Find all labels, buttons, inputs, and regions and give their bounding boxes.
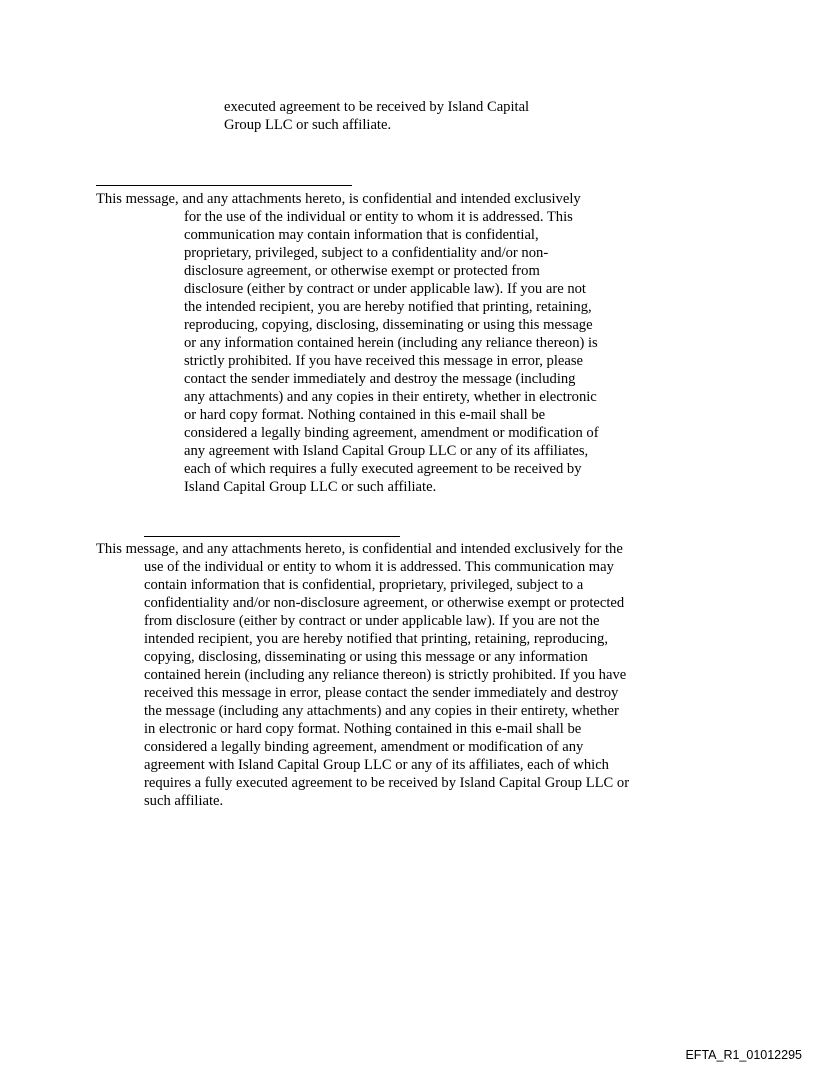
disclaimer-line: disclosure agreement, or otherwise exempt or protected from: [184, 263, 540, 279]
disclaimer-line: or hard copy format. Nothing contained in this e-mail shall be: [184, 407, 546, 423]
document-id: EFTA_R1_01012295: [685, 1048, 802, 1062]
disclaimer-line: intended recipient, you are hereby notified that printing, retaining, reproducing,: [144, 631, 609, 647]
disclaimer-line: considered a legally binding agreement, amendment or modification of: [184, 425, 599, 441]
separator-rule: [144, 536, 400, 537]
top-fragment-line: Group LLC or such affiliate.: [224, 117, 392, 133]
disclaimer-line: contained herein (including any reliance thereon) is strictly prohibited. If you have: [144, 667, 627, 683]
disclaimer-line: received this message in error, please contact the sender immediately and destroy: [144, 685, 619, 701]
disclaimer-line: use of the individual or entity to whom it is addressed. This communication may: [144, 559, 614, 575]
disclaimer-first-line: This message, and any attachments hereto, is confidential and intended exclusively: [96, 191, 581, 207]
disclaimer-line: copying, disclosing, disseminating or using this message or any information: [144, 649, 588, 665]
disclaimer-line: any attachments) and any copies in their entirety, whether in electronic: [184, 389, 597, 405]
disclaimer-line: requires a fully executed agreement to be received by Island Capital Group LLC or: [144, 775, 630, 791]
disclaimer-line: reproducing, copying, disclosing, disseminating or using this message: [184, 317, 593, 333]
top-fragment-line: executed agreement to be received by Island Capital: [224, 99, 530, 115]
disclaimer-line: Island Capital Group LLC or such affiliate.: [184, 479, 437, 495]
top-fragment: [224, 98, 529, 134]
disclaimer-body: [184, 208, 599, 496]
disclaimer-line: in electronic or hard copy format. Nothing contained in this e-mail shall be: [144, 721, 582, 737]
disclaimer-line: for the use of the individual or entity to whom it is addressed. This: [184, 209, 573, 225]
disclaimer-line: confidentiality and/or non-disclosure agreement, or otherwise exempt or protected: [144, 595, 625, 611]
disclaimer-line: the message (including any attachments) and any copies in their entirety, whether: [144, 703, 619, 719]
disclaimer-line: any agreement with Island Capital Group LLC or any of its affiliates,: [184, 443, 589, 459]
disclaimer-first-line: This message, and any attachments hereto, is confidential and intended exclusively for the: [96, 541, 623, 557]
disclaimer-line: contain information that is confidential, proprietary, privileged, subject to a: [144, 577, 584, 593]
disclaimer-line: communication may contain information that is confidential,: [184, 227, 539, 243]
disclaimer-line: strictly prohibited. If you have received this message in error, please: [184, 353, 583, 369]
separator-rule: [96, 185, 352, 186]
disclaimer-line: such affiliate.: [144, 793, 224, 809]
disclaimer-line: from disclosure (either by contract or under applicable law). If you are not the: [144, 613, 600, 629]
disclaimer-line: agreement with Island Capital Group LLC or any of its affiliates, each of which: [144, 757, 609, 773]
disclaimer-line: proprietary, privileged, subject to a confidentiality and/or non-: [184, 245, 549, 261]
disclaimer-line: disclosure (either by contract or under applicable law). If you are not: [184, 281, 586, 297]
disclaimer-line: contact the sender immediately and destroy the message (including: [184, 371, 576, 387]
disclaimer-line: the intended recipient, you are hereby notified that printing, retaining,: [184, 299, 592, 315]
disclaimer-body: [144, 558, 629, 810]
disclaimer-line: or any information contained herein (including any reliance thereon) is: [184, 335, 598, 351]
disclaimer-line: each of which requires a fully executed agreement to be received by: [184, 461, 582, 477]
disclaimer-line: considered a legally binding agreement, amendment or modification of any: [144, 739, 584, 755]
